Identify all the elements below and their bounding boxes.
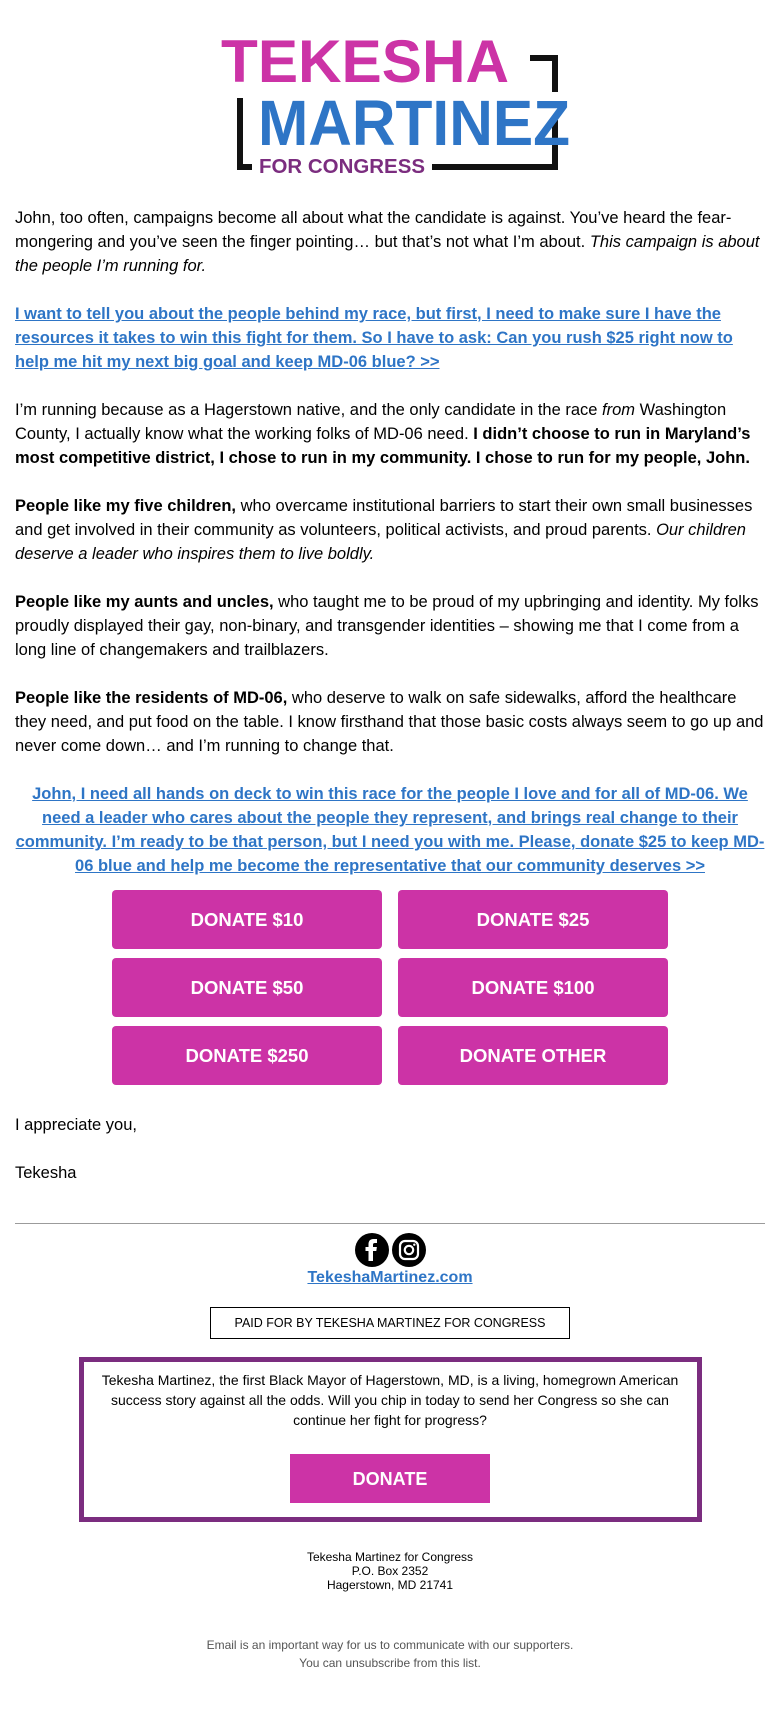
website-link[interactable]: TekeshaMartinez.com [307,1269,473,1286]
donate-10-button[interactable]: DONATE $10 [112,890,382,949]
donate-250-button[interactable]: DONATE $250 [112,1026,382,1085]
logo-line3: FOR CONGRESS [259,156,425,178]
donate-25-button[interactable]: DONATE $25 [398,890,668,949]
donate-50-button[interactable]: DONATE $50 [112,958,382,1017]
why-italic-from: from [602,401,636,419]
family-paragraph [15,590,765,662]
children-bold: People like my five children, [15,497,237,515]
why-text-b: Washington County, I actually know what the working folks of MD-06 need. [15,401,727,443]
signoff-line: I appreciate you, [15,1116,137,1134]
why-running-paragraph [15,398,765,470]
promo-text: Tekesha Martinez, the first Black Mayor of Hagerstown, MD, is a living, homegrown American success story against all the odds. Will you chip in today to send her Congress so she can continue her fight for progress? [101,1372,679,1428]
paid-for-disclaimer: PAID FOR BY TEKESHA MARTINEZ FOR CONGRESS [210,1307,570,1339]
why-text-a: I’m running because as a Hagerstown native, and the only candidate in the race [15,401,603,419]
donate-button-grid [0,890,780,1085]
logo-graphic [0,0,780,190]
logo-line1: TEKESHA [221,28,509,95]
residents-paragraph [15,686,765,758]
family-text: who taught me to be proud of my upbringing and identity. My folks proudly displayed their gay, non-binary, and transgender identities – showing me that I come from a long line of changemakers and trailblazers. [15,593,759,659]
donate-link-all-hands[interactable]: John, I need all hands on deck to win this race for the people I love and for all of MD-06. We need a leader who cares about the people they represent, and brings real change to their community. I’m ready to be that person, but I need you with me. Please, donate $25 to keep MD-06 blue and help me become the representative that our community deserves >> [15,785,765,875]
footer-note-line: You can unsubscribe from this list. [299,1656,481,1670]
children-text: who overcame institutional barriers to start their own small businesses and get involved in their community as volunteers, political activists, and proud parents. [15,497,753,539]
facebook-icon[interactable] [355,1233,389,1267]
intro-italic: This campaign is about the people I’m running for. [15,233,760,275]
family-bold: People like my aunts and uncles, [15,593,274,611]
signoff-name: Tekesha [15,1164,77,1182]
footer-note [0,1636,780,1672]
children-paragraph [15,494,765,566]
campaign-logo [0,0,780,190]
instagram-icon[interactable] [392,1233,426,1267]
donate-other-button[interactable]: DONATE OTHER [398,1026,668,1085]
divider [15,1223,765,1224]
promo-box [79,1357,702,1522]
footer-note-line: Email is an important way for us to communicate with our supporters. [206,1638,574,1652]
residents-bold: People like the residents of MD-06, [15,689,288,707]
social-links [0,1233,780,1267]
children-italic: Our children deserve a leader who inspires them to live boldly. [15,521,746,563]
intro-paragraph [15,206,765,278]
mailing-address [0,1550,780,1592]
why-bold: I didn’t choose to run in Maryland’s most competitive district, I chose to run in my community. I chose to run for my people, John. [15,425,751,467]
promo-donate-button[interactable]: DONATE [290,1454,490,1503]
logo-line2: MARTINEZ [258,87,570,159]
donate-100-button[interactable]: DONATE $100 [398,958,668,1017]
address-line: Hagerstown, MD 21741 [326,1578,454,1592]
address-line: Tekesha Martinez for Congress [306,1550,474,1564]
signoff [0,1113,780,1185]
address-line: P.O. Box 2352 [351,1564,429,1578]
residents-text: who deserve to walk on safe sidewalks, afford the healthcare they need, and put food on the table. I know firsthand that those basic costs always seem to go up and never come down… and I’m running to change that. [15,689,764,755]
donate-link-ask[interactable]: I want to tell you about the people behind my race, but first, I need to make sure I have the resources it takes to win this fight for them. So I have to ask: Can you rush $25 right now to help me hit my next big goal and keep MD-06 blue? >> [15,305,733,371]
intro-text: John, too often, campaigns become all about what the candidate is against. You’ve heard the fear-mongering and you’ve seen the finger pointing… but that’s not what I’m about. [15,209,732,251]
